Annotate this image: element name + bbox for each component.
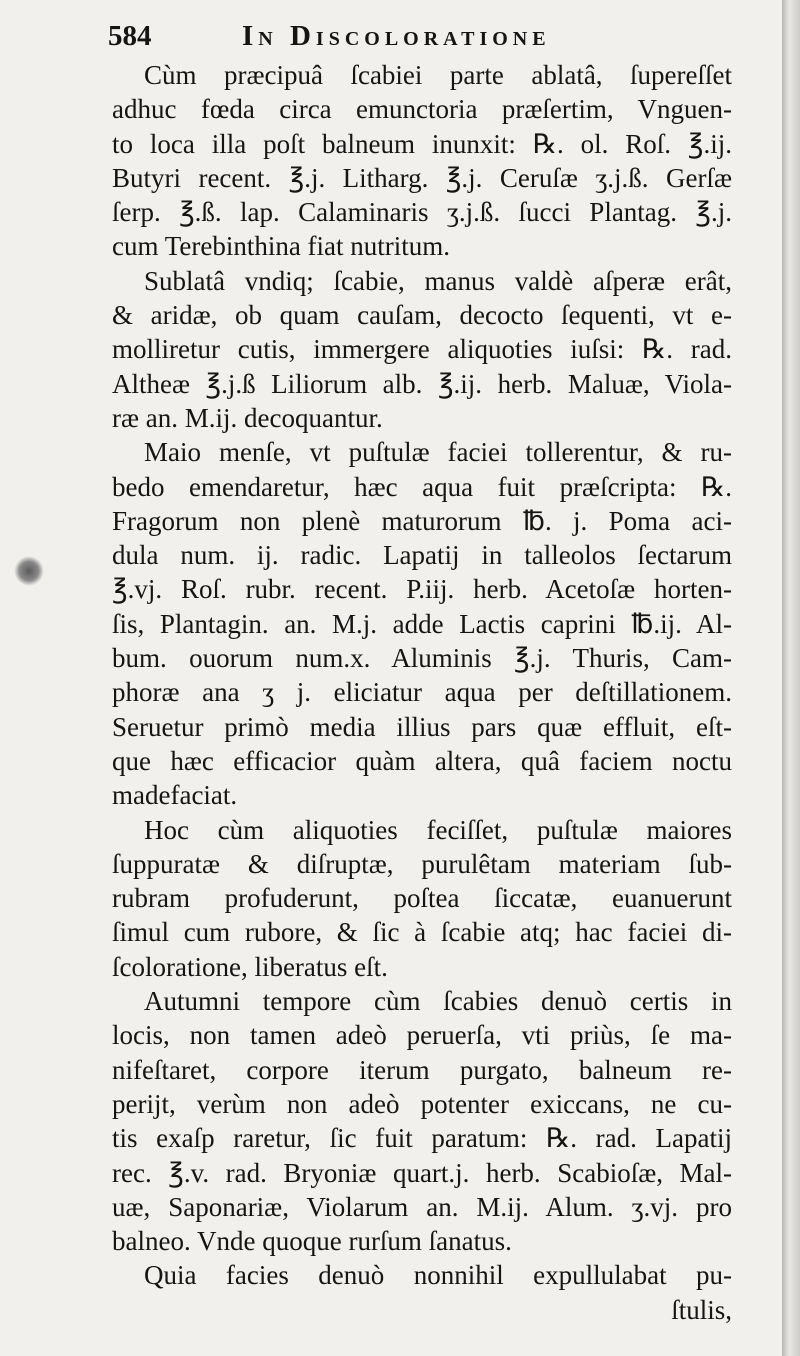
text-line: ſimul cum rubore, & ſic à ſcabie atq; hac faciei di-: [112, 917, 732, 948]
text-line: bum. ouorum num.x. Aluminis ℥.j. Thuris, Cam-: [112, 643, 732, 674]
text-line: ſtulis,: [671, 1294, 732, 1325]
text-line: ræ an. M.ij. decoquantur.: [112, 402, 383, 433]
page-edge-shadow: [782, 0, 800, 1356]
text-line: que hæc efficacior quàm altera, quâ faciem noctu: [112, 745, 732, 776]
text-line: nifeſtaret, corpore iterum purgato, balneum re-: [112, 1054, 732, 1085]
text-line: locis, non tamen adeò peruerſa, vti priùs, ſe ma-: [112, 1020, 732, 1051]
page-header: [108, 18, 668, 54]
text-line: Hoc cùm aliquoties feciſſet, puſtulæ maiores: [144, 814, 732, 845]
text-line: rubram profuderunt, poſtea ſiccatæ, euanuerunt: [112, 883, 732, 914]
text-line: Maio menſe, vt puſtulæ faciei tollerentur, & ru-: [144, 437, 732, 468]
text-line: Quia facies denuò nonnihil expullulabat pu-: [144, 1260, 732, 1291]
text-line: & aridæ, ob quam cauſam, decocto ſequenti, vt e-: [112, 300, 732, 331]
text-line: balneo. Vnde quoque rurſum ſanatus.: [112, 1226, 512, 1257]
text-line: cum Terebinthina fiat nutritum.: [112, 231, 451, 262]
text-line: phoræ ana ʒ j. eliciatur aqua per deſtillationem.: [112, 677, 732, 708]
body-text: [112, 58, 732, 1327]
text-line: ſcoloratione, liberatus eſt.: [112, 951, 388, 982]
text-line: dula num. ij. radic. Lapatij in talleolos ſectarum: [112, 540, 732, 571]
text-line: madefaciat.: [112, 780, 238, 811]
text-line: Autumni tempore cùm ſcabies denuò certis in: [144, 986, 732, 1017]
text-line: ſis, Plantagin. an. M.j. adde Lactis caprini ℔.ij. Al-: [112, 608, 732, 639]
ink-blot: [14, 556, 44, 586]
running-title: In Discoloratione: [242, 20, 551, 52]
text-line: rec. ℥.v. rad. Bryoniæ quart.j. herb. Scabioſæ, Mal-: [112, 1157, 732, 1188]
text-line: perijt, verùm non adeò potenter exiccans, ne cu-: [112, 1088, 732, 1119]
text-line: ℥.vj. Roſ. rubr. recent. P.iij. herb. Acetoſæ horten-: [112, 574, 732, 605]
text-line: Sublatâ vndiq; ſcabie, manus valdè aſperæ erât,: [144, 265, 732, 296]
text-line: ſerp. ℥.ß. lap. Calaminaris ʒ.j.ß. ſucci Plantag. ℥.j.: [112, 197, 732, 228]
text-line: adhuc fœda circa emunctoria præſertim, Vnguen-: [112, 94, 732, 125]
text-line: Altheæ ℥.j.ß Liliorum alb. ℥.ij. herb. Maluæ, Viola-: [112, 368, 732, 399]
text-line: molliretur cutis, immergere aliquoties iuſsi: ℞. rad.: [112, 334, 732, 365]
text-line: bedo emendaretur, hæc aqua fuit præſcripta: ℞.: [112, 471, 732, 502]
text-line: Fragorum non plenè maturorum ℔. j. Poma aci-: [112, 505, 732, 536]
text-line: Butyri recent. ℥.j. Litharg. ℥.j. Ceruſæ ʒ.j.ß. Gerſæ: [112, 162, 732, 193]
page-number: 584: [108, 20, 152, 52]
text-line: Cùm præcipuâ ſcabiei parte ablatâ, ſupereſſet: [144, 60, 732, 90]
text-line: ſuppuratæ & diſruptæ, purulêtam materiam ſub-: [112, 848, 732, 879]
text-line: to loca illa poſt balneum inunxit: ℞. ol. Roſ. ℥.ij.: [112, 128, 732, 159]
text-line: Seruetur primò media illius pars quæ effluit, eſt-: [112, 711, 732, 742]
text-line: tis exaſp raretur, ſic fuit paratum: ℞. rad. Lapatij: [112, 1123, 732, 1154]
text-line: uæ, Saponariæ, Violarum an. M.ij. Alum. ʒ.vj. pro: [112, 1191, 732, 1222]
